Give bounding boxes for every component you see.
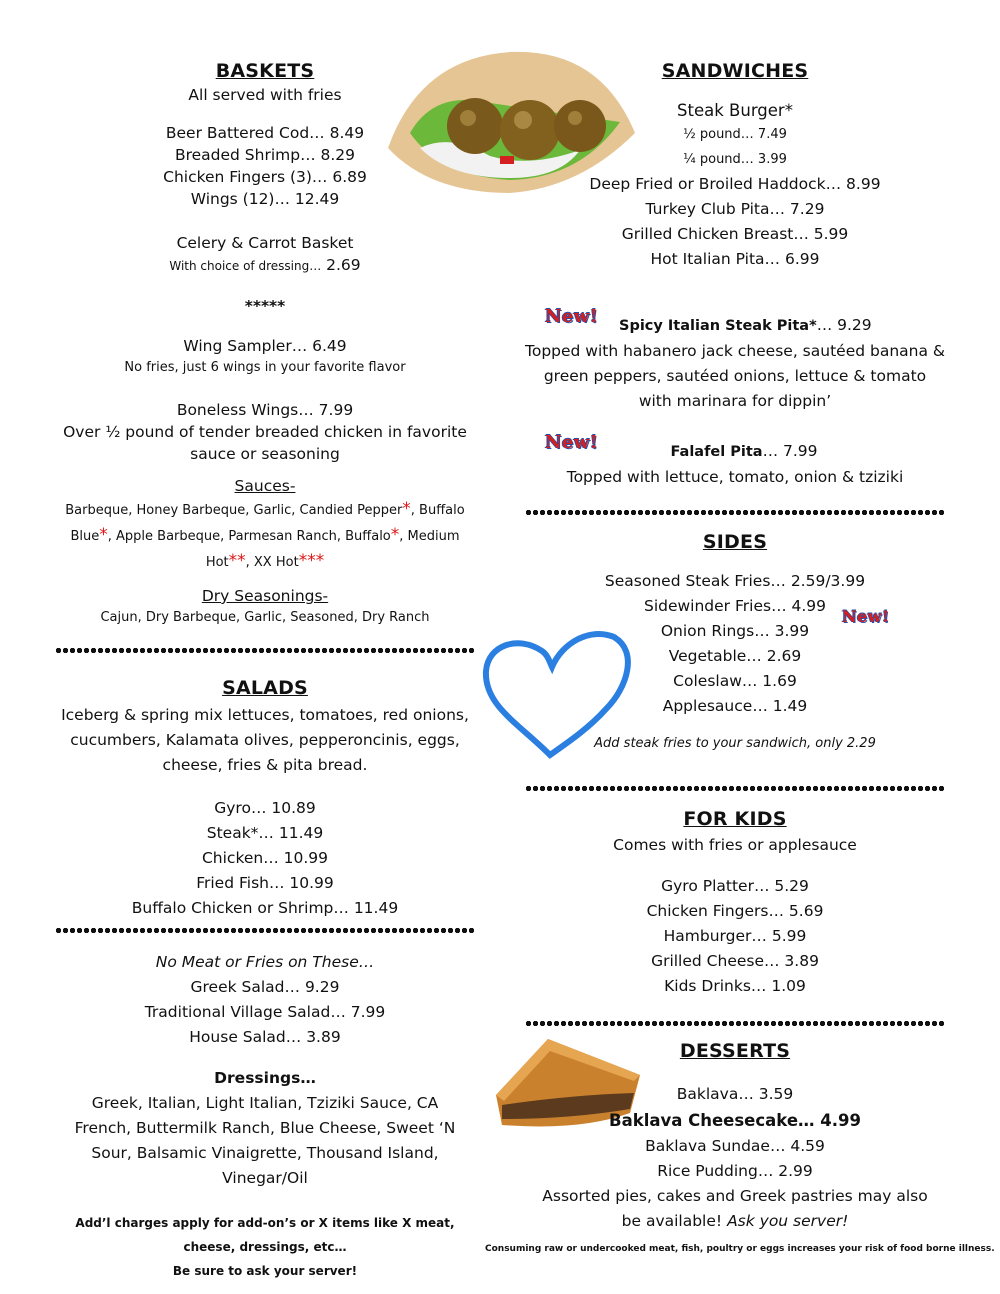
list-item: Chicken Fingers… 5.69 — [646, 902, 824, 920]
dressings-list: Greek, Italian, Light Italian, Tziziki Sauce, CA French, Buttermilk Ranch, Blue Cheese, Sweet ‘N Sour, Balsamic Vinaigrette, Thousand Island, Vinegar/Oil — [74, 1094, 456, 1187]
assorted-pies-note — [525, 1184, 945, 1234]
kids-subtitle: Comes with fries or applesauce — [613, 836, 857, 854]
falafel-pita-description: Topped with lettuce, tomato, onion & tziziki — [566, 468, 904, 486]
kids-heading: FOR KIDS — [683, 808, 787, 830]
baskets-subtitle: All served with fries — [188, 86, 342, 104]
list-item: ¼ pound… 3.99 — [683, 152, 787, 167]
baskets-section — [55, 60, 475, 629]
baskets-list — [55, 122, 475, 210]
salads-description: Iceberg & spring mix lettuces, tomatoes, red onions, cucumbers, Kalamata olives, pepperoncinis, eggs, cheese, fries & pita bread. — [61, 706, 469, 774]
wing-sampler-note: No fries, just 6 wings in your favorite flavor — [124, 360, 406, 375]
celery-note: With choice of dressing… — [169, 259, 322, 273]
salads-list — [55, 796, 475, 921]
list-item: Coleslaw… 1.69 — [673, 672, 797, 690]
heat-star: * — [390, 525, 400, 545]
sandwiches-heading: SANDWICHES — [661, 60, 809, 82]
sandwiches-section — [525, 60, 945, 272]
item-name: Falafel Pita — [670, 444, 763, 460]
list-item: Wings (12)… 12.49 — [190, 190, 340, 208]
steak-burger: Steak Burger* — [677, 101, 793, 120]
section-divider — [525, 786, 945, 791]
new-badge: New! — [842, 607, 890, 626]
item-price: … 7.99 — [762, 442, 818, 460]
section-divider — [55, 648, 475, 653]
list-item: Kids Drinks… 1.09 — [664, 977, 806, 995]
star-separator: ***** — [244, 297, 286, 315]
list-item: House Salad… 3.89 — [189, 1028, 341, 1046]
list-item: Grilled Chicken Breast… 5.99 — [621, 225, 849, 243]
list-item: Onion Rings… 3.99 — [660, 622, 810, 640]
list-item: Beer Battered Cod… 8.49 — [165, 124, 365, 142]
boneless-note: Over ½ pound of tender breaded chicken in favorite sauce or seasoning — [63, 423, 467, 463]
steak-fries-addon-note: Add steak fries to your sandwich, only 2.29 — [594, 736, 876, 751]
dry-seasonings-heading: Dry Seasonings- — [201, 587, 329, 605]
list-item: Baklava Cheesecake… 4.99 — [609, 1111, 861, 1130]
list-item: Hamburger… 5.99 — [663, 927, 807, 945]
food-safety-warning: Consuming raw or undercooked meat, fish, poultry or eggs increases your risk of food borne illness. — [485, 1244, 995, 1254]
boneless-wings: Boneless Wings… 7.99 — [176, 401, 354, 419]
dry-seasonings-list: Cajun, Dry Barbeque, Garlic, Seasoned, Dry Ranch — [100, 610, 430, 625]
section-divider — [525, 510, 945, 515]
list-item: Grilled Cheese… 3.89 — [651, 952, 819, 970]
sauces-list — [50, 497, 480, 575]
list-item: Applesauce… 1.49 — [662, 697, 808, 715]
list-item: Buffalo Chicken or Shrimp… 11.49 — [131, 899, 399, 917]
falafel-pita-title — [525, 439, 945, 465]
list-item: ½ pound… 7.49 — [683, 127, 787, 142]
list-item: Deep Fried or Broiled Haddock… 8.99 — [589, 175, 881, 193]
list-item: Fried Fish… 10.99 — [196, 874, 334, 892]
no-meat-note: No Meat or Fries on These… — [155, 953, 375, 971]
sauce-text: , XX Hot — [245, 555, 299, 570]
celery-price: 2.69 — [326, 256, 361, 274]
spicy-steak-pita-title — [525, 313, 945, 339]
no-meat-salads-section — [55, 950, 475, 1283]
heat-star: *** — [298, 551, 325, 571]
list-item: Greek Salad… 9.29 — [190, 978, 340, 996]
celery-basket-title: Celery & Carrot Basket — [176, 234, 354, 252]
list-item: Breaded Shrimp… 8.29 — [174, 146, 356, 164]
salads-section — [55, 677, 475, 921]
item-price: … 9.29 — [816, 316, 872, 334]
sides-list — [525, 569, 945, 719]
pies-text: Assorted pies, cakes and Greek pastries may also be available! — [542, 1187, 928, 1230]
item-name: Spicy Italian Steak Pita* — [619, 318, 817, 334]
list-item: Seasoned Steak Fries… 2.59/3.99 — [604, 572, 866, 590]
baskets-heading: BASKETS — [215, 60, 315, 82]
list-item: Gyro Platter… 5.29 — [661, 877, 809, 895]
sauce-text: , Medium Hot — [205, 529, 460, 570]
spicy-steak-pita — [525, 313, 945, 414]
dressings-heading: Dressings… — [214, 1069, 316, 1087]
sides-heading: SIDES — [702, 531, 768, 553]
section-divider — [525, 1021, 945, 1026]
list-item: Baklava… 3.59 — [676, 1085, 794, 1103]
sauce-text: , Buffalo Blue — [70, 503, 465, 544]
heat-star: * — [99, 525, 108, 545]
list-item: Steak*… 11.49 — [206, 824, 324, 842]
desserts-heading: DESSERTS — [679, 1040, 791, 1062]
celery-basket-price-line — [55, 254, 475, 277]
spicy-steak-pita-description: Topped with habanero jack cheese, sautéed banana & green peppers, sautéed onions, lettuce & tomato with marinara for dippin’ — [525, 342, 945, 410]
new-badge: New! — [545, 306, 599, 327]
list-item: Rice Pudding… 2.99 — [657, 1162, 813, 1180]
sauces-heading: Sauces- — [234, 477, 296, 495]
list-item: Baklava Sundae… 4.59 — [645, 1137, 825, 1155]
salads-heading: SALADS — [222, 677, 308, 699]
sauce-text: , Apple Barbeque, Parmesan Ranch, Buffalo — [107, 529, 391, 544]
list-item: Turkey Club Pita… 7.29 — [645, 200, 825, 218]
new-badge: New! — [545, 432, 599, 453]
list-item: Vegetable… 2.69 — [668, 647, 802, 665]
sides-section — [525, 531, 945, 755]
ask-server-text: Ask you server! — [727, 1212, 849, 1230]
list-item: Chicken Fingers (3)… 6.89 — [163, 168, 367, 186]
falafel-pita — [525, 439, 945, 490]
list-item: Sidewinder Fries… 4.99 — [643, 597, 827, 615]
desserts-section — [525, 1040, 945, 1234]
wing-sampler: Wing Sampler… 6.49 — [183, 337, 347, 355]
kids-section — [525, 808, 945, 999]
section-divider — [55, 928, 475, 933]
list-item: Traditional Village Salad… 7.99 — [144, 1003, 386, 1021]
list-item: Hot Italian Pita… 6.99 — [650, 250, 820, 268]
sauce-text: Barbeque, Honey Barbeque, Garlic, Candied Pepper — [65, 503, 403, 518]
heat-star: * — [402, 499, 411, 519]
addon-charges-note: Add’l charges apply for add-on’s or X items like X meat, cheese, dressings, etc… — [75, 1216, 455, 1254]
list-item: Chicken… 10.99 — [201, 849, 329, 867]
kids-list — [525, 874, 945, 999]
list-item: Gyro… 10.89 — [214, 799, 316, 817]
ask-server-note: Be sure to ask your server! — [172, 1264, 358, 1278]
heat-star: ** — [228, 551, 246, 571]
